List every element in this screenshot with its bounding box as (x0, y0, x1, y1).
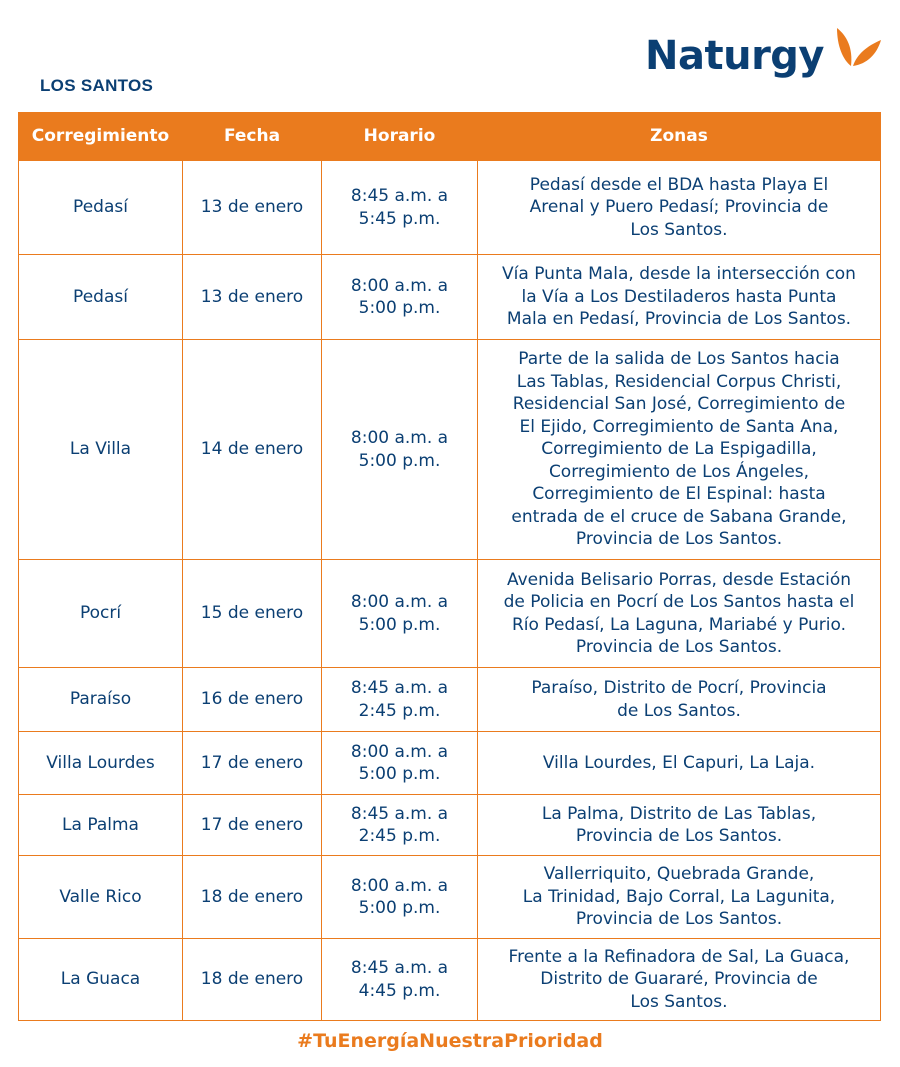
horario-line: 8:45 a.m. a (350, 678, 449, 698)
horario-line: 5:00 p.m. (358, 898, 441, 918)
table-row (19, 795, 881, 856)
table-row (19, 856, 881, 939)
region-title: LOS SANTOS (40, 76, 154, 95)
cell-fecha: 15 de enero (183, 560, 322, 668)
cell-zonas (478, 732, 881, 795)
zona-line: Pedasí desde el BDA hasta Playa El (529, 174, 829, 195)
table-row (19, 255, 881, 340)
zona-line: Corregimiento de Los Ángeles, (548, 461, 810, 482)
table-row (19, 340, 881, 560)
cell-zonas (478, 340, 881, 560)
horario-line: 8:45 a.m. a (350, 803, 449, 824)
cell-horario (322, 856, 478, 939)
cell-zonas (478, 856, 881, 939)
cell-zonas (478, 255, 881, 340)
logo-wordmark: Naturgy (645, 33, 824, 79)
horario-line: 2:45 p.m. (358, 826, 441, 846)
zona-line: Corregimiento de El Espinal: hasta (532, 484, 826, 505)
zona-line: Avenida Belisario Porras, desde Estación (506, 569, 852, 590)
hashtag: #TuEnergíaNuestraPrioridad (297, 1030, 603, 1052)
table-row (19, 161, 881, 255)
zona-line: de Policia en Pocrí de Los Santos hasta el (503, 592, 855, 612)
cell-horario (322, 161, 478, 255)
table-row (19, 732, 881, 795)
table-row (19, 560, 881, 668)
cell-horario (322, 732, 478, 795)
zona-line: Vallerriquito, Quebrada Grande, (543, 864, 815, 885)
cell-horario (322, 560, 478, 668)
header-corregimiento: Corregimiento (19, 112, 183, 161)
horario-line: 2:45 p.m. (358, 700, 441, 721)
table-header-row (19, 112, 881, 161)
zona-line: Provincia de Los Santos. (575, 909, 783, 930)
header-horario: Horario (322, 112, 478, 161)
horario-line: 5:00 p.m. (358, 614, 441, 635)
zona-line: Distrito de Guararé, Provincia de (540, 969, 818, 990)
horario-line: 8:00 a.m. a (350, 275, 449, 296)
cell-horario (322, 668, 478, 732)
cell-zonas (478, 939, 881, 1021)
zona-line: Corregimiento de La Espigadilla, (541, 439, 817, 460)
horario-line: 4:45 p.m. (358, 980, 441, 1001)
cell-corregimiento: Pedasí (19, 161, 183, 255)
horario-line: 5:00 p.m. (358, 298, 441, 318)
horario-line: 8:00 a.m. a (350, 592, 449, 612)
cell-corregimiento: Pedasí (19, 255, 183, 340)
cell-horario (322, 939, 478, 1021)
cell-corregimiento: Pocrí (19, 560, 183, 668)
cell-fecha: 18 de enero (183, 856, 322, 939)
cell-corregimiento: Paraíso (19, 668, 183, 732)
cell-zonas (478, 668, 881, 732)
cell-fecha: 16 de enero (183, 668, 322, 732)
cell-fecha: 13 de enero (183, 255, 322, 340)
cell-fecha: 18 de enero (183, 939, 322, 1021)
cell-corregimiento: La Palma (19, 795, 183, 856)
zona-line: entrada de el cruce de Sabana Grande, (511, 506, 847, 527)
horario-line: 8:00 a.m. a (350, 428, 449, 448)
cell-zonas (478, 161, 881, 255)
cell-fecha: 17 de enero (183, 732, 322, 795)
horario-line: 5:00 p.m. (358, 764, 441, 784)
cell-fecha: 17 de enero (183, 795, 322, 856)
table-body (19, 161, 881, 1021)
zona-line: Río Pedasí, La Laguna, Mariabé y Purio. (511, 614, 847, 635)
horario-line: 5:00 p.m. (358, 450, 441, 471)
cell-horario (322, 795, 478, 856)
header-fecha: Fecha (183, 112, 322, 161)
schedule-table (18, 112, 881, 1021)
table-row (19, 939, 881, 1021)
zona-line: Mala en Pedasí, Provincia de Los Santos. (506, 309, 852, 330)
butterfly-icon (833, 26, 883, 76)
zona-line: Paraíso, Distrito de Pocrí, Provincia (531, 678, 827, 698)
zona-line: Provincia de Los Santos. (575, 529, 783, 550)
zona-line: Provincia de Los Santos. (575, 826, 783, 846)
zona-line: Villa Lourdes, El Capuri, La Laja. (542, 752, 816, 773)
zona-line: Arenal y Puero Pedasí; Provincia de (529, 197, 829, 218)
zona-line: Residencial San José, Corregimiento de (512, 394, 846, 415)
cell-horario (322, 340, 478, 560)
cell-corregimiento: La Villa (19, 340, 183, 560)
zona-line: Parte de la salida de Los Santos hacia (518, 349, 840, 370)
zona-line: La Trinidad, Bajo Corral, La Lagunita, (522, 886, 836, 907)
cell-fecha: 13 de enero (183, 161, 322, 255)
zona-line: Provincia de Los Santos. (575, 637, 783, 657)
cell-horario (322, 255, 478, 340)
cell-zonas (478, 795, 881, 856)
zona-line: El Ejido, Corregimiento de Santa Ana, (519, 416, 839, 437)
zona-line: Las Tablas, Residencial Corpus Christi, (516, 371, 842, 392)
header-zonas: Zonas (478, 112, 881, 161)
cell-fecha: 14 de enero (183, 340, 322, 560)
naturgy-logo (645, 26, 885, 96)
zona-line: Vía Punta Mala, desde la intersección con (502, 264, 856, 285)
zona-line: Frente a la Refinadora de Sal, La Guaca, (508, 946, 850, 967)
horario-line: 8:00 a.m. a (350, 875, 449, 896)
zona-line: Los Santos. (630, 219, 728, 240)
zona-line: Los Santos. (630, 991, 728, 1012)
cell-zonas (478, 560, 881, 668)
zona-line: la Vía a Los Destiladeros hasta Punta (521, 286, 837, 307)
horario-line: 8:00 a.m. a (350, 741, 449, 762)
cell-corregimiento: La Guaca (19, 939, 183, 1021)
horario-line: 8:45 a.m. a (350, 186, 449, 206)
horario-line: 5:45 p.m. (358, 208, 441, 229)
horario-line: 8:45 a.m. a (350, 958, 449, 978)
cell-corregimiento: Villa Lourdes (19, 732, 183, 795)
zona-line: La Palma, Distrito de Las Tablas, (541, 803, 817, 824)
zona-line: de Los Santos. (617, 700, 741, 721)
cell-corregimiento: Valle Rico (19, 856, 183, 939)
table-row (19, 668, 881, 732)
